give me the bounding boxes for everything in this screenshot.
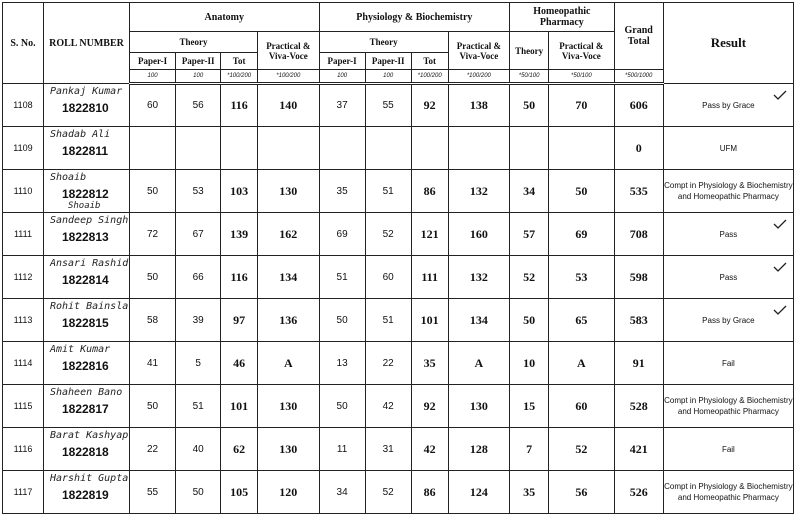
sno-cell: 1113 xyxy=(3,299,44,342)
physiology-paper1-cell: 50 xyxy=(319,385,365,428)
table-row xyxy=(3,471,794,514)
physiology-practical-cell: 128 xyxy=(448,428,510,471)
anatomy-total-cell: 62 xyxy=(221,428,258,471)
tick-mark-icon xyxy=(773,90,787,100)
roll-cell xyxy=(43,84,129,127)
anatomy-practical-cell: 130 xyxy=(258,385,319,428)
result-text: Compt in Physiology & Biochemistry and Homeopathic Pharmacy xyxy=(664,482,793,502)
anatomy-paper2-cell: 50 xyxy=(176,471,221,514)
sno-cell: 1109 xyxy=(3,127,44,170)
roll-number: 1822811 xyxy=(61,144,109,158)
grand-total-cell: 708 xyxy=(614,213,663,256)
physiology-paper2-cell: 52 xyxy=(365,213,411,256)
physiology-paper1-cell: 51 xyxy=(319,256,365,299)
roll-cell xyxy=(43,299,129,342)
tick-mark-icon xyxy=(773,219,787,229)
anatomy-practical-cell: 130 xyxy=(258,170,319,213)
result-cell xyxy=(663,299,793,342)
physiology-paper1-cell: 34 xyxy=(319,471,365,514)
roll-number: 1822816 xyxy=(61,359,109,373)
result-cell xyxy=(663,213,793,256)
roll-number: 1822813 xyxy=(61,230,109,244)
physiology-paper1-cell: 35 xyxy=(319,170,365,213)
physiology-practical-cell: 132 xyxy=(448,170,510,213)
max-marks: *50/100 xyxy=(510,70,549,84)
grand-total-cell: 583 xyxy=(614,299,663,342)
anatomy-practical-cell: 136 xyxy=(258,299,319,342)
anatomy-total-cell: 103 xyxy=(221,170,258,213)
physiology-practical-cell: 134 xyxy=(448,299,510,342)
physiology-paper2-cell: 60 xyxy=(365,256,411,299)
anatomy-paper1-cell: 60 xyxy=(130,84,176,127)
anatomy-total-cell: 101 xyxy=(221,385,258,428)
anatomy-paper1-cell: 72 xyxy=(130,213,176,256)
sno-cell: 1112 xyxy=(3,256,44,299)
homeo-theory-cell: 35 xyxy=(510,471,549,514)
handwritten-name: Shoaib xyxy=(49,172,87,183)
physiology-paper1-cell xyxy=(319,127,365,170)
result-text: Fail xyxy=(721,444,735,454)
homeo-theory-cell: 50 xyxy=(510,299,549,342)
table-row xyxy=(3,385,794,428)
max-marks: *50/100 xyxy=(549,70,615,84)
roll-number: 1822812 xyxy=(61,187,109,201)
physiology-paper2-cell: 51 xyxy=(365,170,411,213)
tick-mark-icon xyxy=(773,262,787,272)
homeo-practical-cell: 70 xyxy=(549,84,615,127)
max-marks: 100 xyxy=(319,70,365,84)
table-row xyxy=(3,84,794,127)
physiology-total-cell: 92 xyxy=(411,84,448,127)
handwritten-name-2: Shoaib xyxy=(67,201,101,211)
physiology-practical-cell: 132 xyxy=(448,256,510,299)
handwritten-name: Pankaj Kumar xyxy=(49,86,123,97)
table-row xyxy=(3,127,794,170)
homeo-theory-cell: 34 xyxy=(510,170,549,213)
result-cell xyxy=(663,385,793,428)
physiology-total-cell: 86 xyxy=(411,170,448,213)
result-text: Pass xyxy=(719,229,738,239)
table-row xyxy=(3,299,794,342)
roll-number: 1822817 xyxy=(61,402,109,416)
table-row xyxy=(3,342,794,385)
physiology-tot-header: Tot xyxy=(411,53,448,70)
physiology-paper1-cell: 13 xyxy=(319,342,365,385)
result-cell xyxy=(663,428,793,471)
physiology-practical-cell: 160 xyxy=(448,213,510,256)
max-marks: *100/200 xyxy=(448,70,510,84)
table-row xyxy=(3,428,794,471)
roll-cell xyxy=(43,385,129,428)
roll-number: 1822815 xyxy=(61,316,109,330)
anatomy-total-cell: 46 xyxy=(221,342,258,385)
table-body xyxy=(3,84,794,514)
grand-total-cell: 535 xyxy=(614,170,663,213)
result-cell xyxy=(663,471,793,514)
max-marks: *100/200 xyxy=(411,70,448,84)
roll-cell xyxy=(43,428,129,471)
roll-number: 1822819 xyxy=(61,488,109,502)
physiology-paper2-cell: 55 xyxy=(365,84,411,127)
anatomy-paper1-cell: 50 xyxy=(130,385,176,428)
homeo-practical-cell: 60 xyxy=(549,385,615,428)
physiology-paper1-cell: 37 xyxy=(319,84,365,127)
result-text: Pass by Grace xyxy=(702,100,755,110)
anatomy-practical-cell: A xyxy=(258,342,319,385)
handwritten-name: Sandeep Singh xyxy=(49,215,129,226)
result-text: Pass xyxy=(719,272,738,282)
anatomy-practical-header: Practical & Viva-Voce xyxy=(258,32,319,70)
handwritten-name: Harshit Gupta xyxy=(49,473,129,484)
handwritten-name: Amit Kumar xyxy=(49,344,111,355)
physiology-paper2-cell: 31 xyxy=(365,428,411,471)
anatomy-total-cell: 139 xyxy=(221,213,258,256)
sno-cell: 1115 xyxy=(3,385,44,428)
physiology-total-cell: 111 xyxy=(411,256,448,299)
anatomy-theory-header: Theory xyxy=(130,32,258,53)
grand-total-cell: 606 xyxy=(614,84,663,127)
anatomy-practical-cell: 134 xyxy=(258,256,319,299)
physiology-practical-cell: 124 xyxy=(448,471,510,514)
marks-sheet xyxy=(2,2,798,524)
anatomy-paper1-cell: 41 xyxy=(130,342,176,385)
sno-cell: 1114 xyxy=(3,342,44,385)
anatomy-total-cell: 105 xyxy=(221,471,258,514)
anatomy-paper1-cell: 58 xyxy=(130,299,176,342)
physiology-total-cell xyxy=(411,127,448,170)
homeo-practical-cell: 53 xyxy=(549,256,615,299)
physiology-practical-cell xyxy=(448,127,510,170)
result-text: Pass by Grace xyxy=(702,315,755,325)
anatomy-paper2-cell: 66 xyxy=(176,256,221,299)
result-header: Result xyxy=(663,3,793,84)
anatomy-paper2-cell: 39 xyxy=(176,299,221,342)
homeo-practical-cell: 50 xyxy=(549,170,615,213)
physiology-paper1-cell: 50 xyxy=(319,299,365,342)
physiology-paper2-cell: 42 xyxy=(365,385,411,428)
physiology-total-cell: 121 xyxy=(411,213,448,256)
anatomy-total-cell: 116 xyxy=(221,256,258,299)
homeo-practical-cell: A xyxy=(549,342,615,385)
roll-cell xyxy=(43,256,129,299)
max-marks: *500/1000 xyxy=(614,70,663,84)
sno-cell: 1117 xyxy=(3,471,44,514)
roll-header: ROLL NUMBER xyxy=(43,3,129,84)
table-row xyxy=(3,170,794,213)
homeo-practical-cell: 69 xyxy=(549,213,615,256)
anatomy-paper2-header: Paper-II xyxy=(176,53,221,70)
roll-cell xyxy=(43,342,129,385)
sno-header: S. No. xyxy=(3,3,44,84)
anatomy-practical-cell: 120 xyxy=(258,471,319,514)
anatomy-paper2-cell xyxy=(176,127,221,170)
table-row xyxy=(3,256,794,299)
sno-cell: 1108 xyxy=(3,84,44,127)
homeo-theory-cell: 50 xyxy=(510,84,549,127)
tick-mark-icon xyxy=(773,305,787,315)
max-marks: *100/200 xyxy=(258,70,319,84)
grand-total-cell: 0 xyxy=(614,127,663,170)
physiology-practical-cell: A xyxy=(448,342,510,385)
anatomy-practical-cell: 130 xyxy=(258,428,319,471)
max-marks: 100 xyxy=(365,70,411,84)
roll-cell xyxy=(43,471,129,514)
physiology-paper2-header: Paper-II xyxy=(365,53,411,70)
homeo-practical-header: Practical & Viva-Voce xyxy=(549,32,615,70)
physiology-paper2-cell: 51 xyxy=(365,299,411,342)
max-marks: 100 xyxy=(130,70,176,84)
grand-total-cell: 598 xyxy=(614,256,663,299)
anatomy-paper2-cell: 51 xyxy=(176,385,221,428)
physiology-practical-cell: 130 xyxy=(448,385,510,428)
anatomy-paper1-cell: 55 xyxy=(130,471,176,514)
physiology-total-cell: 92 xyxy=(411,385,448,428)
anatomy-paper1-cell xyxy=(130,127,176,170)
physiology-paper2-cell: 22 xyxy=(365,342,411,385)
roll-number: 1822818 xyxy=(61,445,109,459)
max-marks: *100/200 xyxy=(221,70,258,84)
grand-total-cell: 528 xyxy=(614,385,663,428)
anatomy-paper2-cell: 40 xyxy=(176,428,221,471)
homeo-theory-header: Theory xyxy=(510,32,549,70)
anatomy-total-cell xyxy=(221,127,258,170)
anatomy-paper2-cell: 67 xyxy=(176,213,221,256)
anatomy-paper1-header: Paper-I xyxy=(130,53,176,70)
homeo-theory-cell: 10 xyxy=(510,342,549,385)
homeo-theory-cell: 57 xyxy=(510,213,549,256)
result-text: Compt in Physiology & Biochemistry and Homeopathic Pharmacy xyxy=(664,181,793,201)
anatomy-paper1-cell: 50 xyxy=(130,170,176,213)
anatomy-paper1-cell: 50 xyxy=(130,256,176,299)
handwritten-name: Rohit Bainsla xyxy=(49,301,129,312)
handwritten-name: Ansari Rashid xyxy=(49,258,129,269)
result-cell xyxy=(663,170,793,213)
anatomy-practical-cell xyxy=(258,127,319,170)
grand-total-header: Grand Total xyxy=(614,3,663,70)
homeo-theory-cell: 52 xyxy=(510,256,549,299)
roll-cell xyxy=(43,170,129,213)
homeo-theory-cell: 15 xyxy=(510,385,549,428)
homeo-practical-cell: 65 xyxy=(549,299,615,342)
sno-cell: 1111 xyxy=(3,213,44,256)
anatomy-paper2-cell: 53 xyxy=(176,170,221,213)
physiology-theory-header: Theory xyxy=(319,32,448,53)
result-text: Compt in Physiology & Biochemistry and Homeopathic Pharmacy xyxy=(664,396,793,416)
anatomy-total-cell: 97 xyxy=(221,299,258,342)
anatomy-practical-cell: 140 xyxy=(258,84,319,127)
homeo-theory-cell xyxy=(510,127,549,170)
result-cell xyxy=(663,342,793,385)
homeo-practical-cell xyxy=(549,127,615,170)
result-cell xyxy=(663,256,793,299)
sno-cell: 1110 xyxy=(3,170,44,213)
physiology-practical-header: Practical & Viva-Voce xyxy=(448,32,510,70)
homeopathic-header: Homeopathic Pharmacy xyxy=(510,3,614,32)
handwritten-name: Barat Kashyap xyxy=(49,430,129,441)
handwritten-name: Shaheen Bano xyxy=(49,387,123,398)
homeo-practical-cell: 56 xyxy=(549,471,615,514)
anatomy-total-cell: 116 xyxy=(221,84,258,127)
physiology-total-cell: 101 xyxy=(411,299,448,342)
homeo-theory-cell: 7 xyxy=(510,428,549,471)
physiology-practical-cell: 138 xyxy=(448,84,510,127)
anatomy-paper2-cell: 56 xyxy=(176,84,221,127)
anatomy-paper1-cell: 22 xyxy=(130,428,176,471)
roll-number: 1822810 xyxy=(61,101,109,115)
physiology-total-cell: 86 xyxy=(411,471,448,514)
physiology-paper1-cell: 11 xyxy=(319,428,365,471)
roll-number: 1822814 xyxy=(61,273,109,287)
roll-cell xyxy=(43,127,129,170)
physiology-paper2-cell xyxy=(365,127,411,170)
physiology-paper2-cell: 52 xyxy=(365,471,411,514)
max-marks: 100 xyxy=(176,70,221,84)
roll-cell xyxy=(43,213,129,256)
handwritten-name: Shadab Ali xyxy=(49,129,111,140)
result-text: Fail xyxy=(721,358,735,368)
result-cell xyxy=(663,84,793,127)
homeo-practical-cell: 52 xyxy=(549,428,615,471)
grand-total-cell: 421 xyxy=(614,428,663,471)
anatomy-tot-header: Tot xyxy=(221,53,258,70)
physiology-total-cell: 35 xyxy=(411,342,448,385)
anatomy-practical-cell: 162 xyxy=(258,213,319,256)
result-text: UFM xyxy=(719,143,738,153)
sno-cell: 1116 xyxy=(3,428,44,471)
anatomy-paper2-cell: 5 xyxy=(176,342,221,385)
grand-total-cell: 526 xyxy=(614,471,663,514)
physiology-paper1-cell: 69 xyxy=(319,213,365,256)
table-row xyxy=(3,213,794,256)
physiology-paper1-header: Paper-I xyxy=(319,53,365,70)
grand-total-cell: 91 xyxy=(614,342,663,385)
physiology-header: Physiology & Biochemistry xyxy=(319,3,510,32)
result-cell xyxy=(663,127,793,170)
physiology-total-cell: 42 xyxy=(411,428,448,471)
result-table xyxy=(2,2,794,514)
anatomy-header: Anatomy xyxy=(130,3,320,32)
